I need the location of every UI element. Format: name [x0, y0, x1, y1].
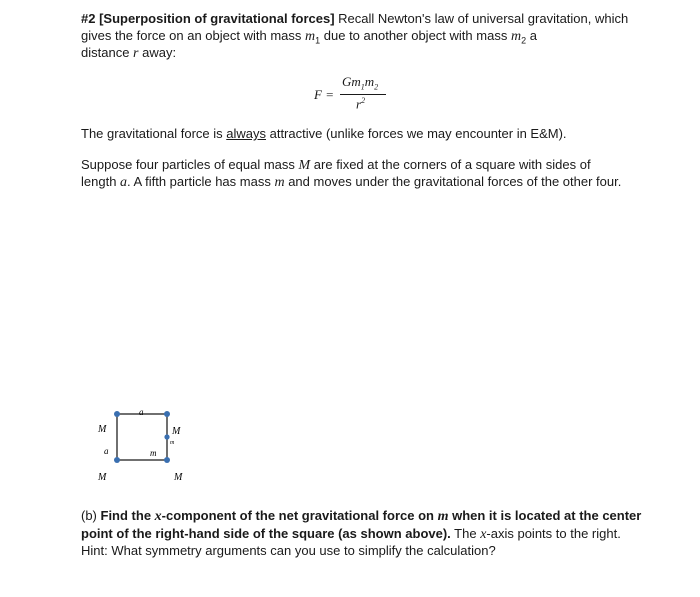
- setup-line-1: Suppose four particles of equal mass M are fixed at the corners of a square with sides of: [81, 157, 591, 173]
- equation-lhs: F =: [314, 87, 334, 102]
- fraction-bar: [340, 94, 386, 95]
- attractive-statement: The gravitational force is always attractive (unlike forces we may encounter in E&M).: [81, 126, 567, 141]
- particle-m-dot: [164, 434, 169, 439]
- label-center-m: m: [150, 448, 157, 458]
- problem-intro-line-1: #2 [Superposition of gravitational forces] Recall Newton's law of universal gravitation, which: [81, 11, 629, 26]
- square-diagram: [90, 405, 200, 485]
- mass-top-right-dot: [164, 411, 170, 417]
- label-top-left-M: M: [98, 424, 107, 435]
- equation-numerator: $Gm_1m_2$: [342, 74, 379, 92]
- part-b-hint: Hint: What symmetry arguments can you use to simplify the calculation?: [81, 543, 496, 558]
- label-top-a: a: [139, 407, 144, 417]
- square-outline: [117, 414, 167, 460]
- problem-intro-line-3: distance r away:: [81, 45, 177, 61]
- equation-denominator: $r^2$: [356, 96, 366, 112]
- part-b-line-1: (b) Find the x-component of the net gravitational force on m when it is located at the center: [81, 508, 642, 524]
- label-bottom-right-M: M: [174, 472, 183, 483]
- setup-line-2: length a. A fifth particle has mass m and moves under the gravitational forces of the other four.: [81, 174, 622, 190]
- mass-bottom-left-dot: [114, 457, 120, 463]
- mass-bottom-right-dot: [164, 457, 170, 463]
- label-right-m: m: [170, 440, 175, 446]
- mass-top-left-dot: [114, 411, 120, 417]
- label-side-a: a: [104, 446, 109, 456]
- problem-intro-line-2: gives the force on an object with mass $m_1$ due to another object with mass $m_2$ a: [81, 28, 537, 46]
- label-right-M: M: [172, 426, 181, 437]
- problem-heading: #2 [Superposition of gravitational forces]: [81, 11, 335, 26]
- part-b-line-2: point of the right-hand side of the square (as shown above). The x-axis points to the right.: [81, 526, 621, 542]
- label-bottom-left-M: M: [98, 472, 107, 483]
